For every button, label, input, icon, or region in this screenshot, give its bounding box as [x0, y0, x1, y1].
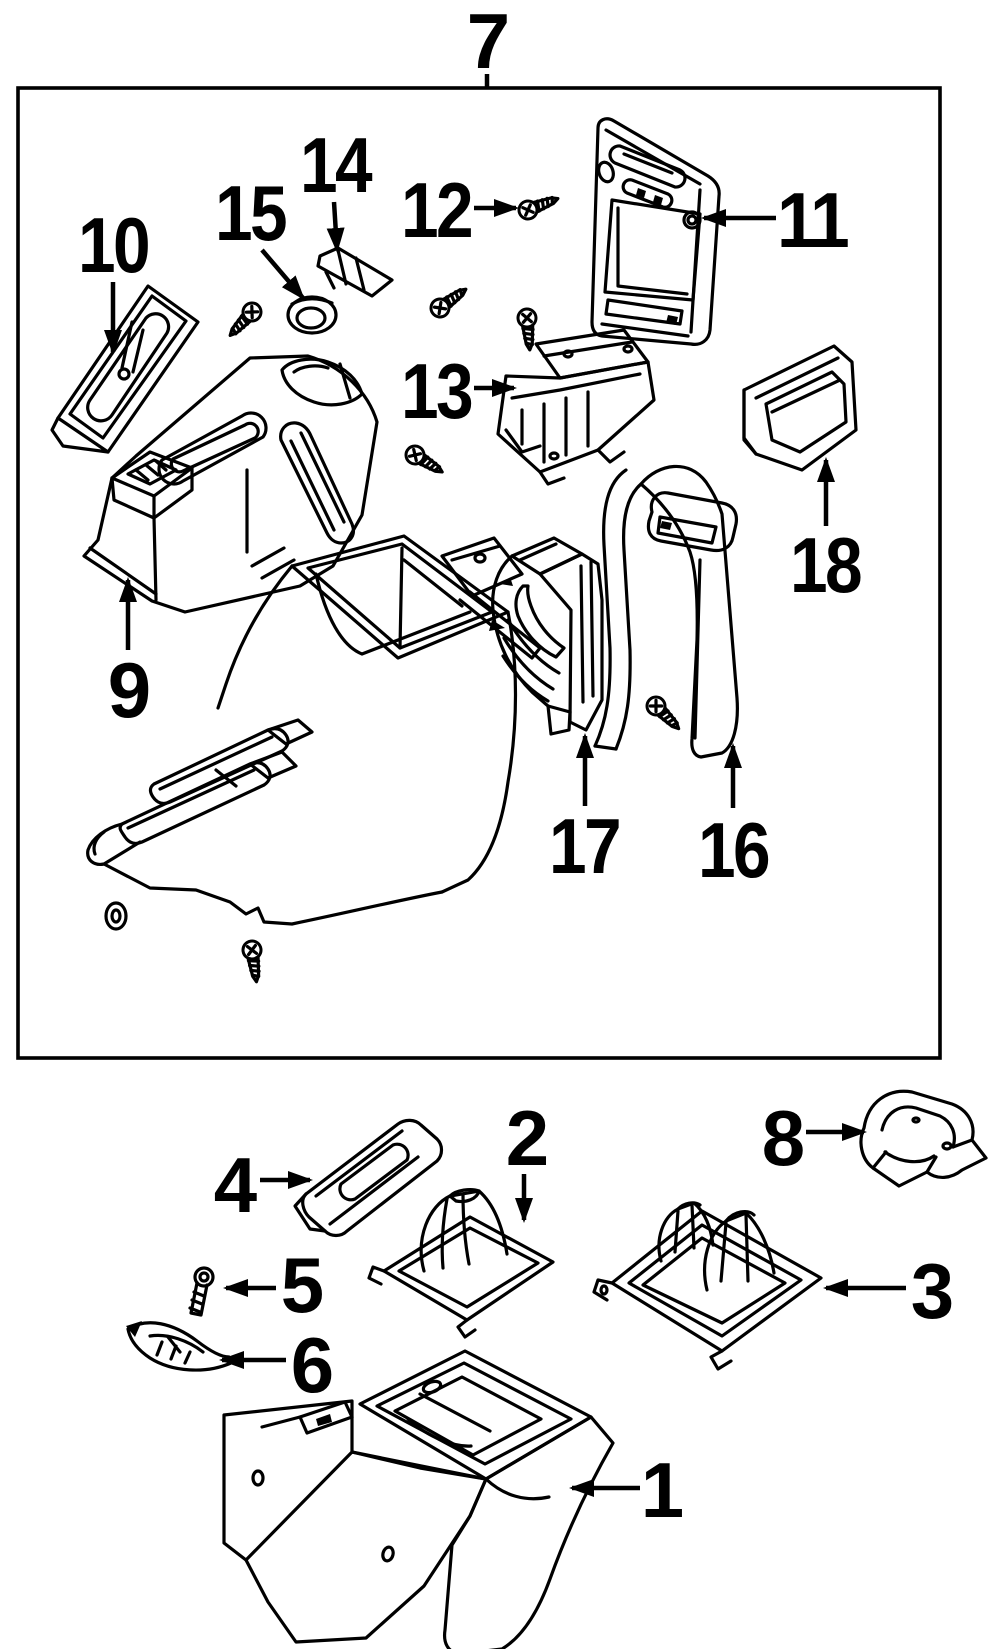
part-1-drawing: [224, 1351, 613, 1649]
callout-5[interactable]: [226, 1241, 323, 1329]
part-13-drawing: [498, 330, 654, 484]
callout-7[interactable]: [467, 0, 507, 87]
callout-5-number-label[interactable]: 5: [280, 1241, 322, 1329]
callout-6[interactable]: [222, 1321, 332, 1409]
callout-9[interactable]: [108, 580, 149, 734]
callout-3-number-label[interactable]: 3: [910, 1247, 952, 1335]
callout-14-number-label[interactable]: 14: [300, 121, 373, 209]
part-8-drawing: [861, 1091, 986, 1186]
callout-11[interactable]: [704, 176, 848, 264]
part-18-drawing: [744, 346, 856, 470]
part-17-drawing: [493, 538, 602, 734]
callout-12-number-label[interactable]: 12: [401, 166, 472, 254]
part-11-drawing: [592, 119, 719, 345]
callout-14-arrow-icon: [334, 202, 337, 250]
callout-6-number-label[interactable]: 6: [290, 1321, 332, 1409]
callout-2-number-label[interactable]: 2: [505, 1094, 547, 1182]
callout-11-number-label[interactable]: 11: [777, 176, 849, 264]
callout-16-number-label[interactable]: 16: [698, 806, 769, 894]
part-6-drawing: [126, 1321, 231, 1370]
part-5-drawing: [190, 1268, 213, 1315]
callout-17-number-label[interactable]: 17: [549, 802, 619, 890]
callout-13[interactable]: [401, 347, 514, 435]
callout-4[interactable]: [214, 1141, 310, 1229]
callout-15[interactable]: [215, 169, 303, 298]
callout-4-number-label[interactable]: 4: [213, 1141, 255, 1229]
callout-8[interactable]: [762, 1094, 864, 1182]
callout-14[interactable]: [300, 121, 372, 250]
part-3-drawing: [594, 1203, 821, 1369]
callout-15-number-label[interactable]: 15: [215, 169, 287, 257]
callout-17[interactable]: [549, 736, 619, 890]
callout-1[interactable]: [572, 1446, 683, 1534]
callout-8-number-label[interactable]: 8: [761, 1094, 803, 1182]
callout-15-arrow-icon: [262, 250, 303, 298]
part-14-drawing: [318, 248, 392, 296]
part-4-drawing: [295, 1120, 442, 1235]
callout-10-number-label[interactable]: 10: [78, 201, 149, 289]
callout-18[interactable]: [790, 460, 861, 609]
callout-9-number-label[interactable]: 9: [107, 646, 149, 734]
callout-3[interactable]: [826, 1247, 952, 1335]
callout-13-number-label[interactable]: 13: [401, 347, 472, 435]
callout-16[interactable]: [698, 746, 769, 894]
part-10-drawing: [52, 286, 198, 452]
part-9-drawing: [84, 356, 377, 612]
callout-7-number-label[interactable]: 7: [466, 0, 508, 85]
callout-2[interactable]: [506, 1094, 547, 1220]
callout-18-number-label[interactable]: 18: [790, 521, 861, 609]
callout-12[interactable]: [401, 166, 516, 254]
push-nut-fastener: [106, 903, 126, 929]
callout-1-number-label[interactable]: 1: [640, 1446, 682, 1534]
part-15-drawing: [288, 297, 336, 333]
